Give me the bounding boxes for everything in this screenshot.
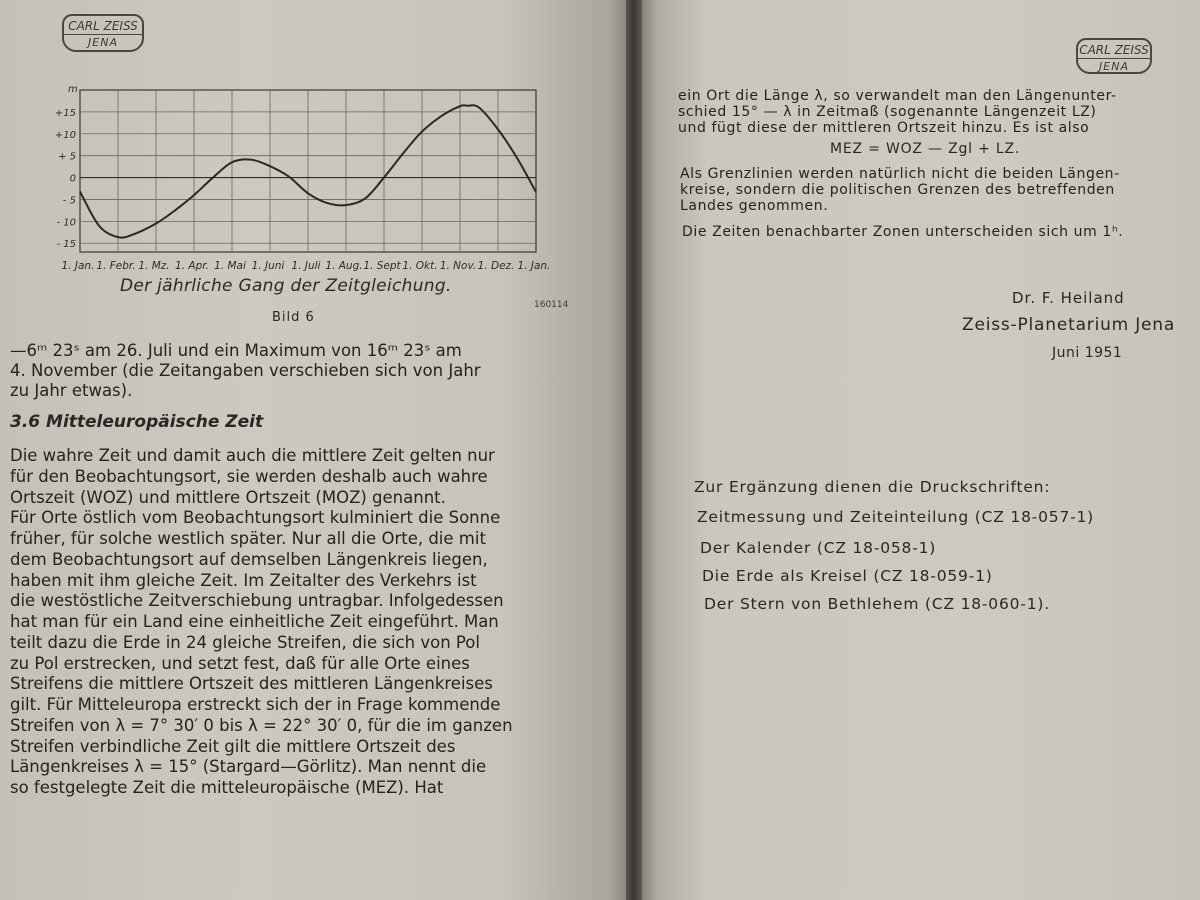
figure-label: Bild 6 [272, 310, 315, 325]
paragraph-line: und fügt diese der mittleren Ortszeit hinzu. Es ist also [678, 120, 1090, 136]
y-tick-label: +15 [54, 107, 76, 119]
paragraph-line: Längenkreises λ = 15° (Stargard—Görlitz). Man nennt die [10, 757, 487, 777]
paragraph-line: kreise, sondern die politischen Grenzen des betreffenden [680, 182, 1115, 198]
zeiss-logo-left [62, 14, 144, 52]
paragraph-line: Für Orte östlich vom Beobachtungsort kulminiert die Sonne [10, 508, 501, 528]
x-tick-label: 1. Dez. [477, 260, 515, 272]
paragraph-line: zu Jahr etwas). [10, 381, 133, 400]
date: Juni 1951 [1052, 345, 1123, 361]
paragraph-line: Landes genommen. [680, 198, 829, 214]
x-tick-label: 1. Jan. [61, 260, 95, 272]
y-tick-label: 0 [69, 173, 76, 185]
logo-line2: JENA [88, 36, 118, 49]
section-heading: 3.6 Mitteleuropäische Zeit [10, 412, 264, 432]
logo-line1: CARL ZEISS [1079, 43, 1149, 57]
y-tick-label: - 5 [62, 195, 76, 207]
references-intro: Zur Ergänzung dienen die Druckschriften: [694, 478, 1051, 496]
x-tick-label: 1. Jan. [517, 260, 551, 272]
paragraph-line: ein Ort die Länge λ, so verwandelt man den Längenunter- [678, 88, 1117, 104]
reference-item: Der Stern von Bethlehem (CZ 18-060-1). [704, 595, 1050, 613]
paragraph-line: gilt. Für Mitteleuropa erstreckt sich der in Frage kommende [10, 695, 501, 714]
paragraph-line: Die Zeiten benachbarter Zonen unterscheiden sich um 1ʰ. [682, 224, 1124, 240]
paragraph-line: Als Grenzlinien werden natürlich nicht die beiden Längen- [680, 166, 1120, 182]
x-tick-label: 1. Mai [214, 260, 246, 272]
institution: Zeiss-Planetarium Jena [962, 315, 1176, 335]
x-tick-label: 1. Febr. [96, 260, 136, 272]
paragraph-line: Ortszeit (WOZ) und mittlere Ortszeit (MOZ) genannt. [10, 487, 446, 507]
paragraph-line: dem Beobachtungsort auf demselben Längenkreis liegen, [10, 549, 488, 569]
y-tick-label: - 15 [56, 239, 76, 251]
paragraph-line: für den Beobachtungsort, sie werden deshalb auch wahre [10, 466, 488, 486]
reference-item: Zeitmessung und Zeiteinteilung (CZ 18-057-1) [697, 508, 1095, 526]
x-tick-label: 1. Juni [251, 260, 285, 272]
author: Dr. F. Heiland [1012, 289, 1125, 307]
paragraph-line: 4. November (die Zeitangaben verschieben sich von Jahr [10, 361, 481, 380]
chart-svg [40, 80, 600, 280]
logo-line1: CARL ZEISS [64, 20, 142, 35]
x-tick-label: 1. Okt. [402, 260, 438, 272]
paragraph-line: hat man für ein Land eine einheitliche Zeit eingeführt. Man [10, 612, 499, 631]
x-tick-label: 1. Mz. [138, 260, 170, 272]
paragraph-line: haben mit ihm gleiche Zeit. Im Zeitalter des Verkehrs ist [10, 570, 477, 590]
x-tick-label: 1. Nov. [439, 260, 477, 272]
y-tick-label: +10 [54, 129, 76, 141]
figure-caption: Der jährliche Gang der Zeitgleichung. [120, 276, 452, 296]
paragraph-line: teilt dazu die Erde in 24 gleiche Streifen, die sich von Pol [10, 632, 480, 652]
paragraph-line: Streifen von λ = 7° 30′ 0 bis λ = 22° 30′ 0, für die im ganzen [10, 715, 513, 735]
paragraph-line: früher, für solche westlich später. Nur all die Orte, die mit [10, 529, 486, 548]
book-gutter [626, 0, 642, 900]
x-tick-label: 1. Aug. [325, 260, 363, 272]
zeiss-logo-right [1076, 38, 1152, 74]
paragraph-line: —6ᵐ 23ˢ am 26. Juli und ein Maximum von 16ᵐ 23ˢ am [10, 341, 462, 360]
x-tick-label: 1. Juli [291, 260, 321, 272]
formula: MEZ = WOZ — Zgl + LZ. [830, 141, 1021, 157]
x-tick-label: 1. Sept [363, 260, 401, 272]
paragraph-line: Streifens die mittlere Ortszeit des mittleren Längenkreises [10, 674, 493, 694]
paragraph-line: die westöstliche Zeitverschiebung untragbar. Infolgedessen [10, 591, 504, 611]
paragraph-line: Streifen verbindliche Zeit gilt die mittlere Ortszeit des [10, 736, 456, 756]
y-axis-unit: m [68, 84, 78, 95]
x-tick-label: 1. Apr. [175, 260, 209, 272]
paragraph-line: Die wahre Zeit und damit auch die mittlere Zeit gelten nur [10, 446, 495, 465]
paragraph-line: zu Pol erstrecken, und setzt fest, daß für alle Orte eines [10, 653, 470, 673]
figure-code: 160114 [534, 300, 569, 310]
reference-item: Der Kalender (CZ 18-058-1) [700, 539, 937, 557]
paragraph-line: so festgelegte Zeit die mitteleuropäische (MEZ). Hat [10, 778, 444, 797]
reference-item: Die Erde als Kreisel (CZ 18-059-1) [702, 567, 993, 585]
logo-line2: JENA [1099, 60, 1129, 73]
y-tick-label: + 5 [58, 151, 76, 163]
y-tick-label: - 10 [56, 217, 76, 229]
paragraph-line: schied 15° — λ in Zeitmaß (sogenannte Längenzeit LZ) [678, 104, 1097, 120]
